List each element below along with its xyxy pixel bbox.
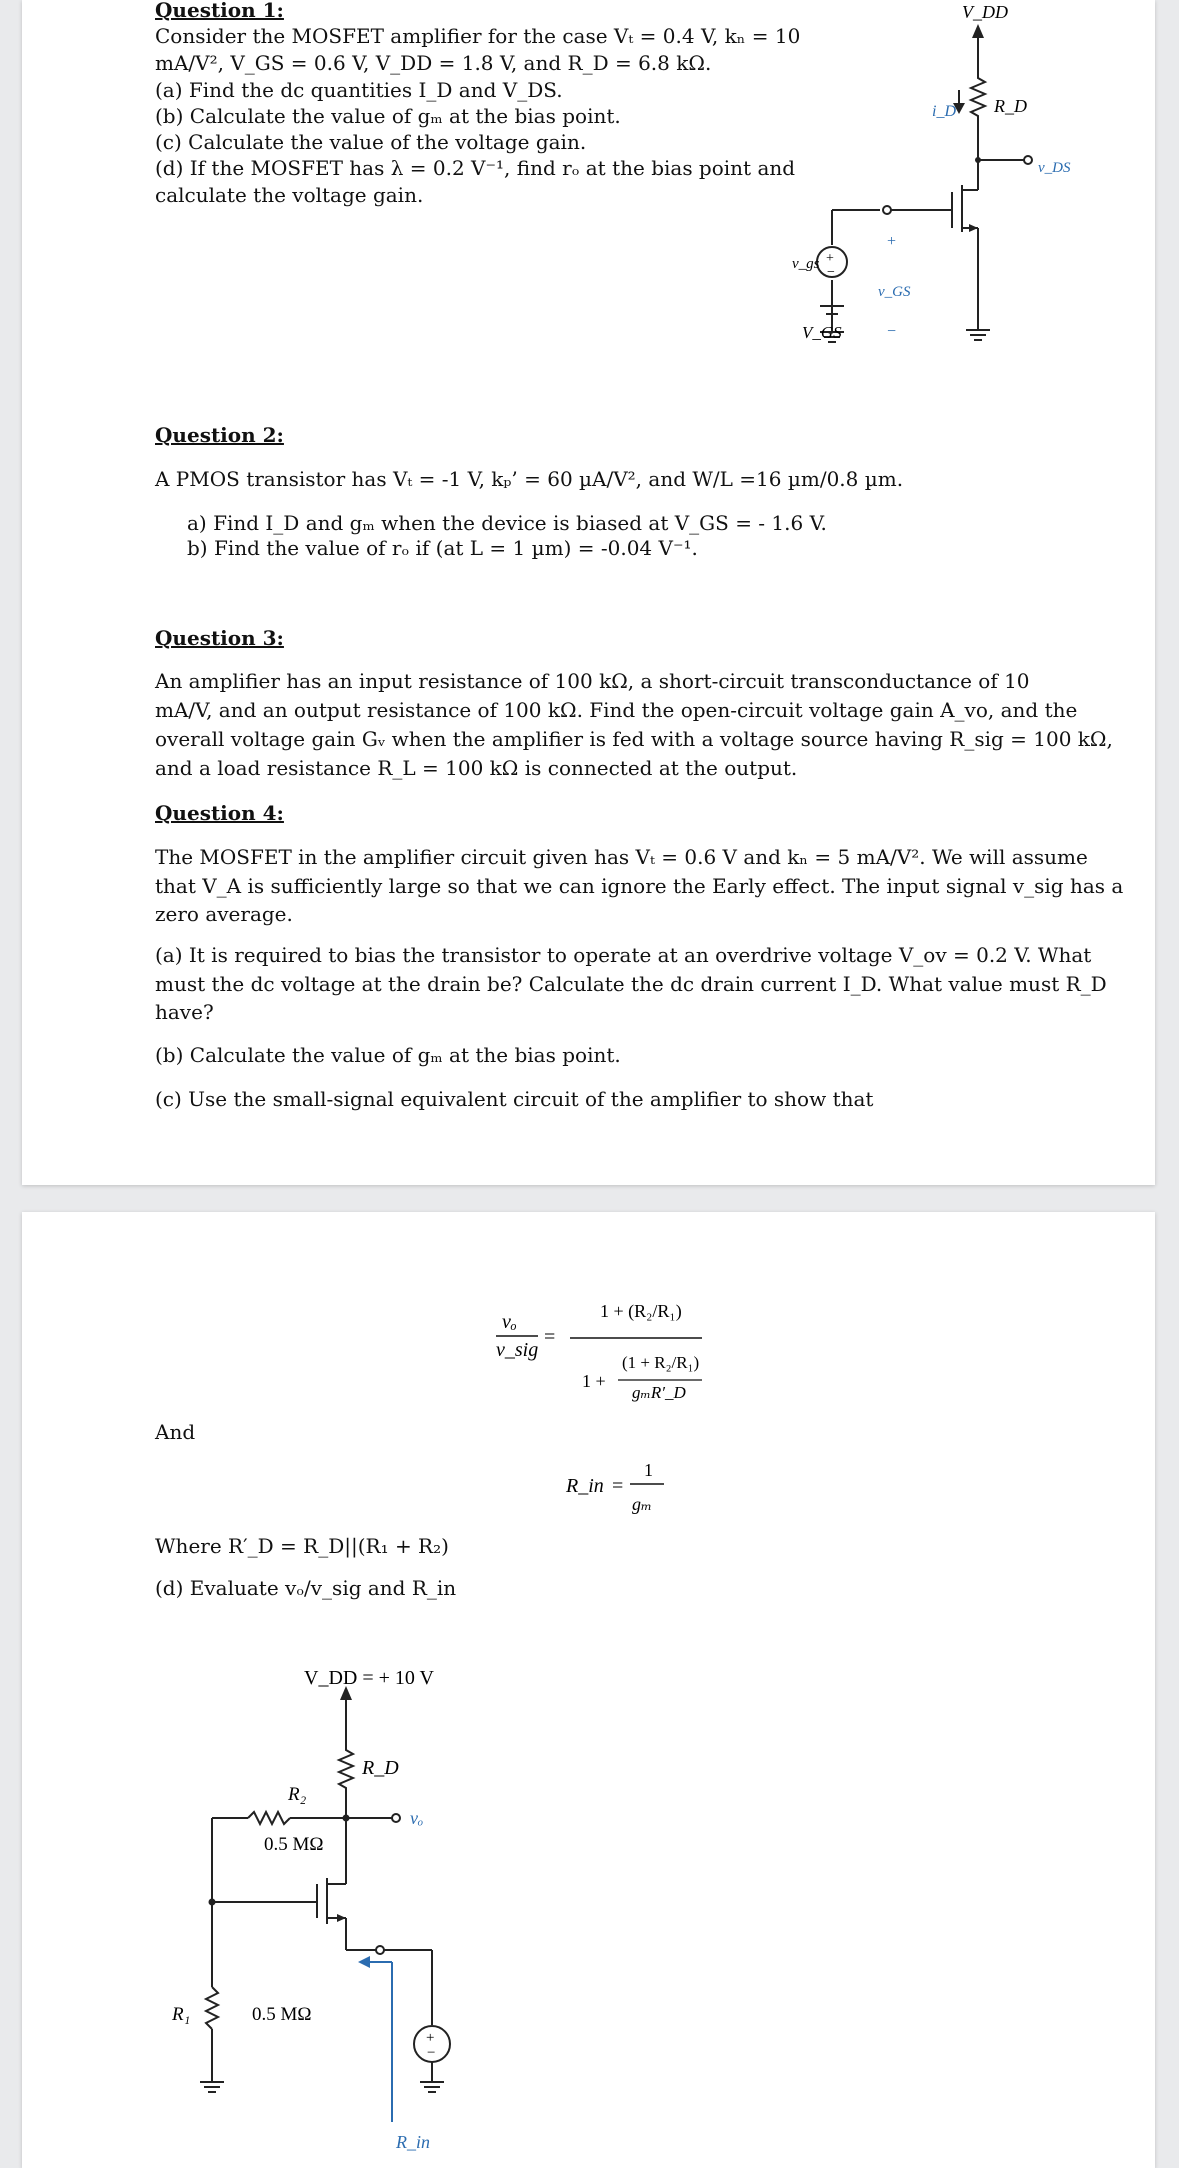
q1-line: Consider the MOSFET amplifier for the case Vₜ = 0.4 V, kₙ = 10	[155, 24, 801, 48]
q4-vo-label: vₒ	[410, 1808, 424, 1828]
q1-vds-label: v_DS	[1038, 160, 1071, 176]
q4-part-b: (b) Calculate the value of gₘ at the bias point.	[155, 1043, 621, 1067]
rin-denominator: gₘ	[632, 1494, 653, 1514]
q1-line: calculate the voltage gain.	[155, 183, 424, 207]
formula-den-inner-num: (1 + R₂/R₁)	[622, 1353, 700, 1372]
q4-rd-label: R_D	[362, 1757, 399, 1779]
q4-part-a-line: (a) It is required to bias the transistor to operate at an overdrive voltage V_ov = 0.2 V. What	[155, 943, 1092, 967]
source-minus-sign: −	[827, 265, 835, 280]
q1-plus-sign: +	[887, 233, 897, 250]
q4-source-minus: −	[427, 2045, 436, 2061]
q4-intro-line: zero average.	[155, 902, 293, 926]
q1-line: (a) Find the dc quantities I_D and V_DS.	[155, 78, 563, 102]
and-text: And	[155, 1420, 196, 1444]
q4-vdd-label: V_DD = + 10 V	[304, 1667, 434, 1689]
q4-rin-label: R_in	[396, 2132, 430, 2152]
q1-id-label: i_D	[932, 103, 956, 120]
q1-line: mA/V², V_GS = 0.6 V, V_DD = 1.8 V, and R_D = 6.8 kΩ.	[155, 51, 712, 75]
q1-line: (d) If the MOSFET has λ = 0.2 V⁻¹, find rₒ at the bias point and	[155, 156, 796, 180]
q3-line: mA/V, and an output resistance of 100 kΩ. Find the open-circuit voltage gain A_vo, and the	[155, 698, 1078, 722]
q1-vgs-dc-label: V_GS	[802, 323, 842, 342]
q2-item-a: a) Find I_D and gₘ when the device is biased at V_GS = - 1.6 V.	[187, 511, 827, 535]
formula-den-one: 1 +	[582, 1371, 606, 1391]
q4-part-a-line: have?	[155, 1000, 214, 1024]
rin-formula	[542, 1450, 692, 1530]
q4-r2-value: 0.5 MΩ	[264, 1834, 324, 1855]
q2-heading: Question 2:	[155, 423, 284, 447]
q4-intro-line: that V_A is sufficiently large so that we can ignore the Early effect. The input signal v_sig has a	[155, 874, 1124, 898]
q4-circuit-diagram	[152, 1652, 532, 2162]
q1-circuit-diagram	[762, 0, 1092, 380]
q1-vdd-label: V_DD	[962, 2, 1008, 22]
document-page-1	[22, 0, 1155, 1185]
q4-r1-value: 0.5 MΩ	[252, 2004, 312, 2025]
formula-den-inner-den: gₘR′_D	[632, 1383, 686, 1402]
q1-heading: Question 1:	[155, 0, 284, 22]
q3-line: An amplifier has an input resistance of 100 kΩ, a short-circuit transconductance of 10	[155, 669, 1030, 693]
q2-intro: A PMOS transistor has Vₜ = -1 V, kₚ’ = 60 µA/V², and W/L =16 µm/0.8 µm.	[155, 467, 904, 491]
formula-numerator: 1 + (R₂/R₁)	[600, 1301, 682, 1321]
q1-minus-sign: −	[887, 323, 897, 340]
rin-numerator: 1	[644, 1460, 653, 1480]
q4-source-plus: +	[426, 2030, 435, 2046]
q4-part-d: (d) Evaluate vₒ/v_sig and R_in	[155, 1576, 457, 1600]
q2-item-b: b) Find the value of rₒ if (at L = 1 µm) = -0.04 V⁻¹.	[187, 536, 698, 560]
formula-equals: =	[544, 1326, 556, 1348]
q1-line: (c) Calculate the value of the voltage gain.	[155, 130, 587, 154]
q1-vgs-small-label: v_gs	[792, 256, 820, 272]
q1-line: (b) Calculate the value of gₘ at the bias point.	[155, 104, 621, 128]
source-plus-sign: +	[826, 251, 834, 266]
q4-intro-line: The MOSFET in the amplifier circuit given has Vₜ = 0.6 V and kₙ = 5 mA/V². We will assume	[155, 845, 1088, 869]
formula-lhs-den: v_sig	[496, 1339, 539, 1361]
q3-heading: Question 3:	[155, 626, 284, 650]
rin-equals: =	[612, 1475, 624, 1497]
q4-r2-label: R₂	[288, 1784, 307, 1805]
q4-part-a-line: must the dc voltage at the drain be? Calculate the dc drain current I_D. What value must R_D	[155, 972, 1107, 996]
q1-vgs-total-label: v_GS	[878, 284, 911, 300]
document-page-2	[22, 1212, 1155, 2168]
rin-lhs: R_in	[566, 1475, 604, 1497]
formula-lhs-num: vₒ	[502, 1311, 517, 1333]
q1-rd-label: R_D	[994, 96, 1027, 116]
gain-formula	[482, 1272, 742, 1402]
q3-line: and a load resistance R_L = 100 kΩ is connected at the output.	[155, 756, 798, 780]
q4-r1-label: R₁	[172, 2004, 191, 2025]
q4-heading: Question 4:	[155, 801, 284, 825]
where-text: Where R′_D = R_D||(R₁ + R₂)	[155, 1534, 449, 1558]
q3-line: overall voltage gain Gᵥ when the amplifier is fed with a voltage source having R_sig = 100 kΩ,	[155, 727, 1113, 751]
q4-part-c: (c) Use the small-signal equivalent circuit of the amplifier to show that	[155, 1087, 874, 1111]
